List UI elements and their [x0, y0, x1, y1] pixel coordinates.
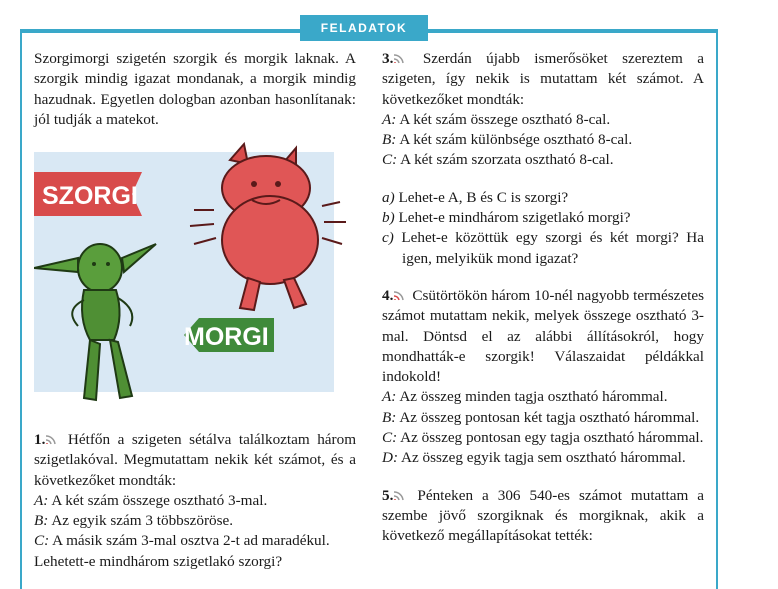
frame-right-border [716, 29, 718, 589]
statement: Az összeg pontosan egy tagja osztható hárommal. [400, 429, 704, 447]
task-3: 3. Szerdán újabb ismerősöket szereztem a szigeten, így nekik is mutattam két számot. A következőket mondták: A: A két szám összege osztható 8-cal. B: A két szám különbsége osztható 8-cal. C: A két szám szorzata osztható 8-cal. a) Lehet-e A, B és C is szorgi? b) Lehet-e mindhárom szigetlakó morgi? c) Lehet-e közöttük egy szorgi és két morgi? Ha igen, melyikük mond igazat? [382, 50, 704, 267]
task-text: Pénteken a 306 540-es számot mutattam a szembe jövő szorgiknak és morgiknak, akik a következő megállapításokat tették: [382, 486, 705, 545]
statement: A két szám összege osztható 3-mal. [51, 491, 268, 509]
task-number: 4. [382, 286, 394, 304]
statement: Az összeg egyik tagja sem osztható hárommal. [401, 449, 686, 467]
difficulty-signal-icon [393, 488, 408, 501]
statement: Az összeg pontosan két tagja osztható hárommal. [399, 408, 700, 426]
szorgi-label: SZORGI [42, 182, 138, 210]
task-5 [382, 486, 704, 547]
left-column [34, 49, 356, 130]
statement: A két szám szorzata osztható 8-cal. [400, 151, 614, 169]
szorgi-character-icon [34, 244, 156, 400]
statement: A két szám különbsége osztható 8-cal. [399, 131, 633, 149]
statement: Az egyik szám 3 többszöröse. [51, 512, 234, 530]
subquestion: Lehet-e mindhárom szigetlakó morgi? [398, 209, 631, 227]
morgi-character-icon [190, 144, 346, 310]
task-number: 5. [382, 486, 394, 504]
statement: A másik szám 3-mal osztva 2-t ad maradékul. [52, 532, 330, 550]
difficulty-signal-icon [45, 432, 60, 445]
task-text: Szerdán újabb ismerősöket szereztem a szigeten, így nekik is mutattam két számot. A következőket mondták: [382, 50, 704, 108]
statement: A két szám összege osztható 8-cal. [399, 110, 611, 128]
task-question: Lehetett-e mindhárom szigetlakó szorgi? [34, 552, 283, 570]
statement: Az összeg minden tagja osztható hárommal. [399, 388, 668, 406]
morgi-label: MORGI [184, 323, 269, 351]
section-header: FELADATOK [300, 15, 428, 41]
difficulty-signal-icon [393, 288, 408, 301]
task-4: 4. Csütörtökön három 10-nél nagyobb természetes számot mutattam nekik, melyek összege osztható 3-mal. Döntsd el az alábbi állításokról, hogy mondhatták-e szorgik! Válaszaidat példákkal indokold! A: Az összeg minden tagja osztható hárommal. B: Az összeg pontosan két tagja osztható hárommal. C: Az összeg pontosan egy tagja osztható hárommal. D: Az összeg egyik tagja sem osztható hárommal. [382, 286, 704, 467]
subquestion: Lehet-e A, B és C is szorgi? [398, 188, 569, 206]
subquestion: Lehet-e közöttük egy szorgi és két morgi? Ha igen, melyikük mond igazat? [401, 229, 704, 267]
illustration-art [34, 140, 356, 425]
intro-text: Szorgimorgi szigetén szorgik és morgik laknak. A szorgik mindig igazat mondanak, a morgik mindig hazudnak. Egyetlen dologban azonban hasonlítanak: jól tudják a matekot. [34, 50, 356, 128]
frame-left-border [20, 29, 22, 589]
task-1: 1. Hétfőn a szigeten sétálva találkoztam három szigetlakóval. Megmutattam nekik két számot, és a következőket mondták: A: A két szám összege osztható 3-mal. B: Az egyik szám 3 többszöröse. C: A másik szám 3-mal osztva 2-t ad maradékul. Lehetett-e mindhárom szigetlakó szorgi? [34, 430, 356, 572]
illustration [34, 140, 356, 425]
difficulty-signal-icon [393, 51, 408, 64]
task-number: 3. [382, 50, 394, 67]
task-text: Csütörtökön három 10-nél nagyobb természetes számot mutattam nekik, melyek összege osztható 3-mal. Döntsd el az alábbi állításokról, hogy mondhatták-e szorgik! Válaszaidat példákkal indokold! [382, 286, 704, 386]
task-number: 1. [34, 431, 46, 448]
right-column [382, 49, 704, 547]
task-text: Hétfőn a szigeten sétálva találkoztam három szigetlakóval. Megmutattam nekik két számot, és a következőket mondták: [34, 431, 357, 489]
